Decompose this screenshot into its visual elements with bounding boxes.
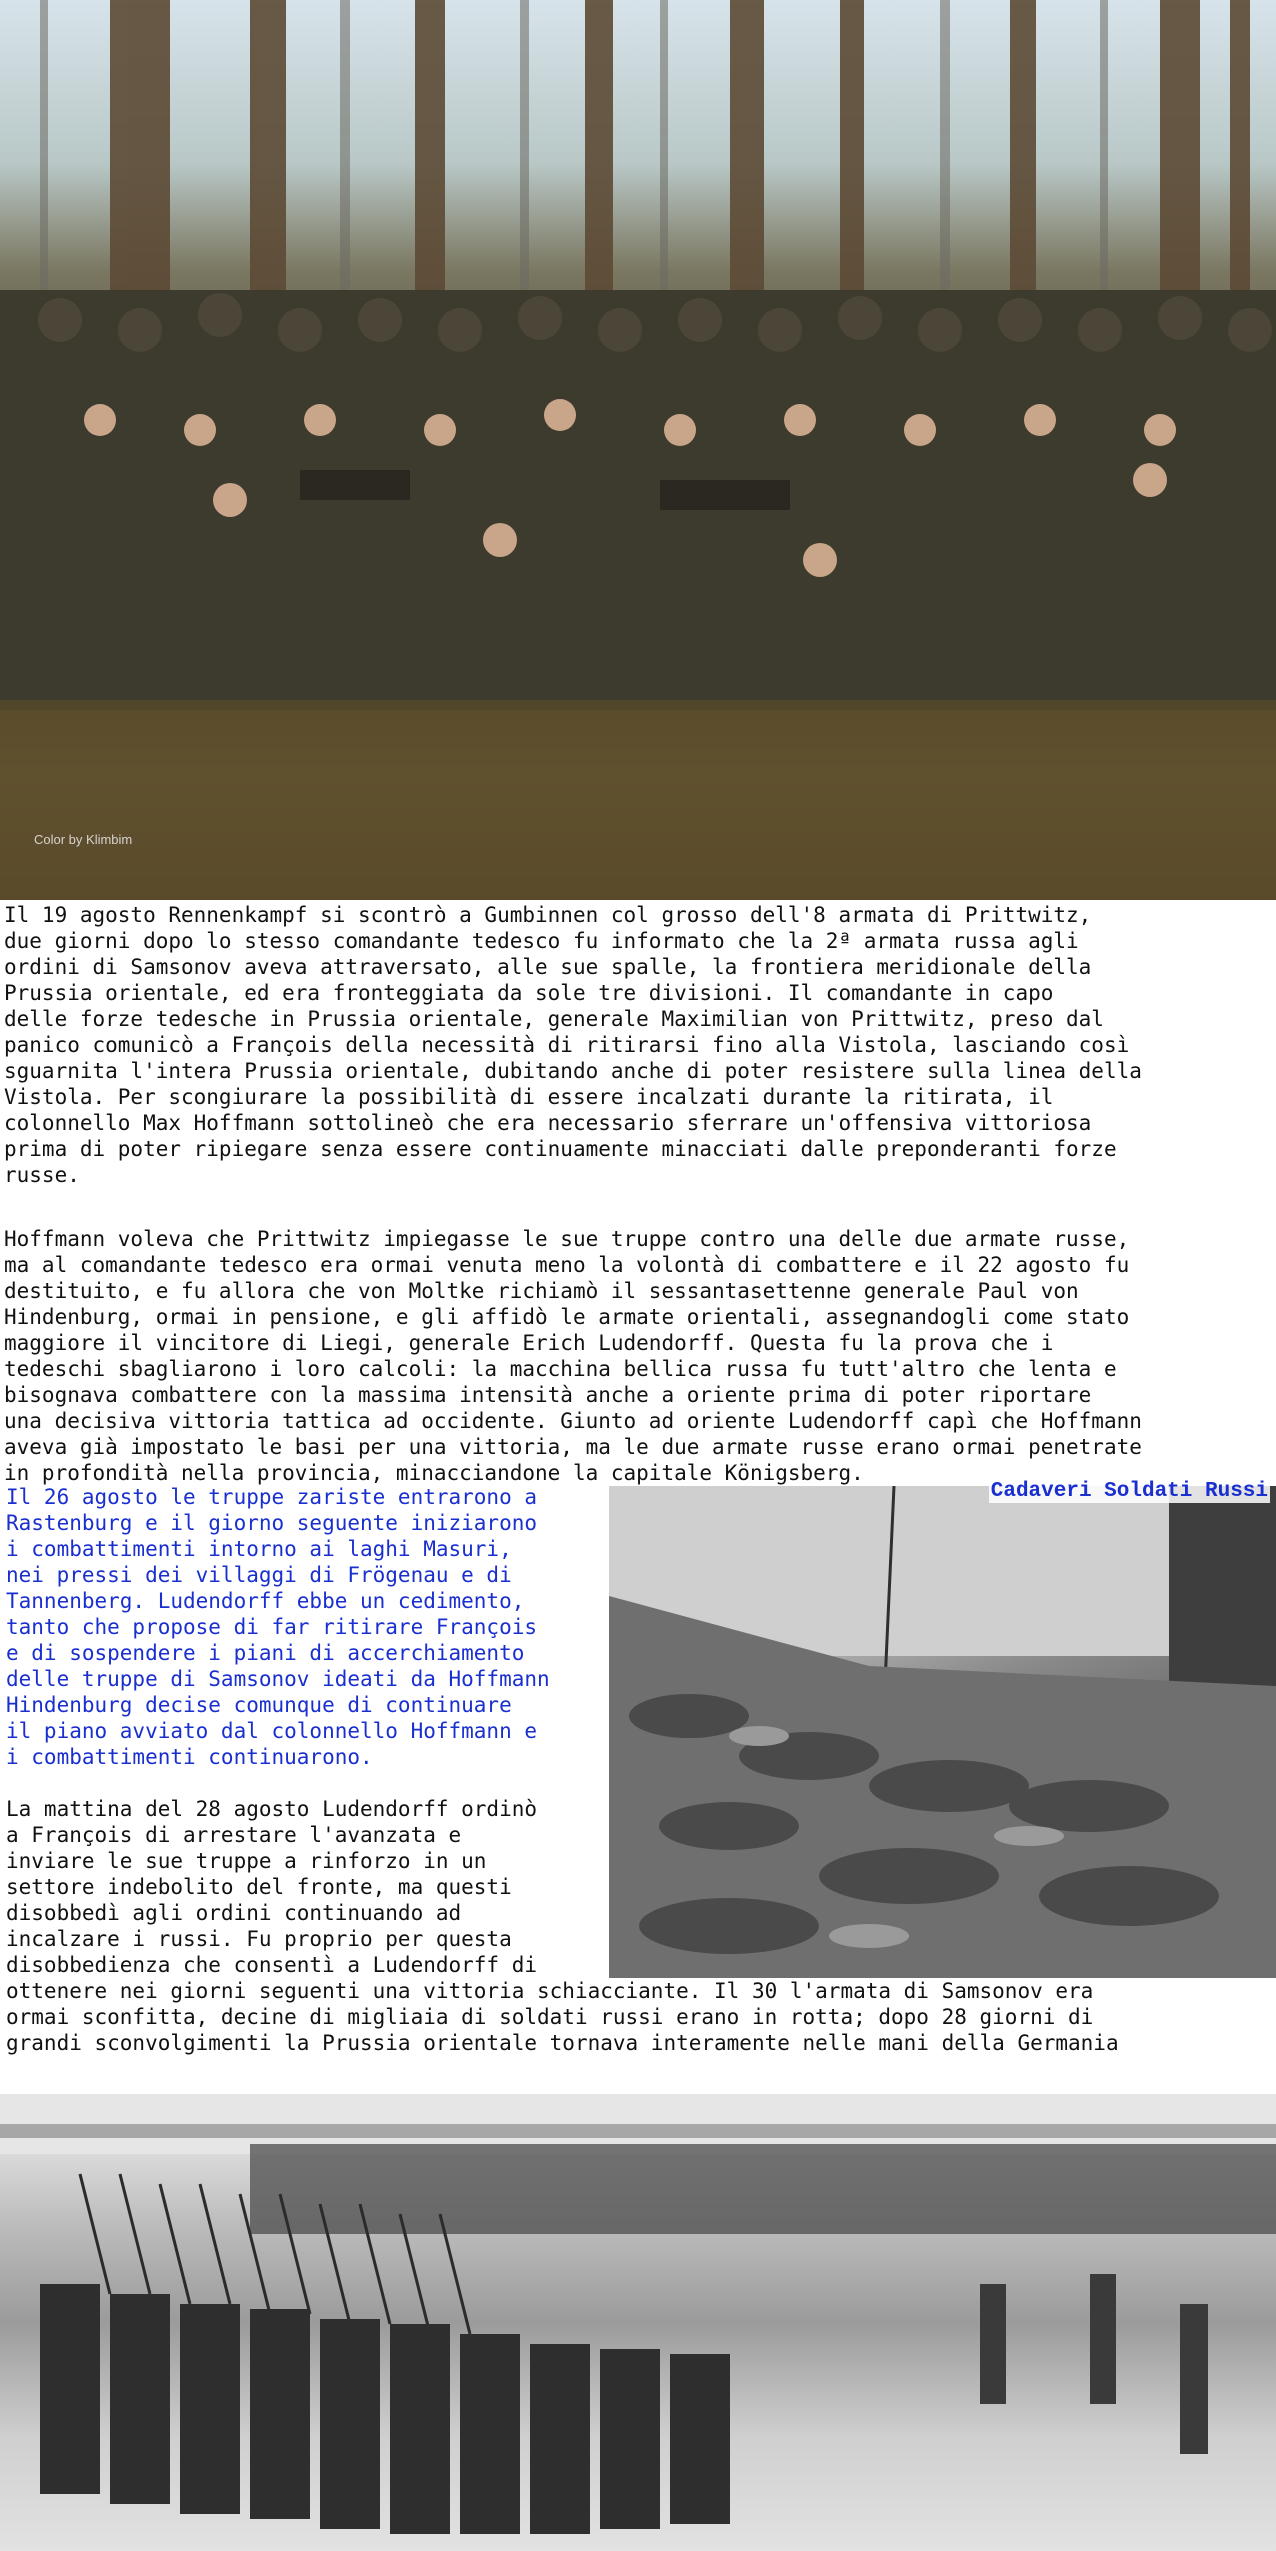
paragraph-masuri: Il 26 agosto le truppe zariste entrarono a Rastenburg e il giorno seguente iniziarono i combattimenti intorno ai laghi Masuri, nei pressi dei villaggi di Frögenau e di Tannenberg. Ludendorff ebbe un cedimento, tanto che propose di far ritirare François e di sospendere i piani di accerchiamento delle truppe di Samsonov ideati da Hoffmann Hindenburg decise comunque di continuare il piano avviato dal colonnello Hoffmann e i combattimenti continuarono. — [6, 1485, 550, 1769]
paragraph-hindenburg: Hoffmann voleva che Prittwitz impiegasse le sue truppe contro una delle due armate russe, ma al comandante tedesco era ormai venuta meno la volontà di combattere e il 22 agosto fu destituito, e fu allora che von Moltke richiamò il sessantasettenne generale Paul von Hindenburg, ormai in pensione, e gli affidò le armate orientali, assegnandogli come stato maggiore il vincitore di Liegi, generale Erich Ludendorff. Questa fu la prova che i tedeschi sbagliarono i loro calcoli: la macchina bellica russa fu tutt'altro che lenta e bisognava combattere con la massima intensità anche a oriente prima di poter riportare una decisiva vittoria tattica ad occidente. Giunto ad oriente Ludendorff capì che Hoffmann aveva già impostato le basi per una vittoria, ma le due armate russe erano ormai penetrate in profondità nella provincia, minacciandone la capitale Königsberg. — [4, 1227, 1142, 1485]
trench-illustration — [609, 1486, 1276, 1978]
paragraph-gumbinnen: Il 19 agosto Rennenkampf si scontrò a Gumbinnen col grosso dell'8 armata di Prittwitz, due giorni dopo lo stesso comandante tedesco fu informato che la 2ª armata russa agli ordini di Samsonov aveva attraversato, alle sue spalle, la frontiera meridionale della Prussia orientale, ed era fronteggiata da sole tre divisioni. Il comandante in capo delle forze tedesche in Prussia orientale, generale Maximilian von Prittwitz, preso dal panico comunicò a François della necessità di ritirarsi fino alla Vistola, lasciando così sguarnita l'intera Prussia orientale, dubitando anche di poter resistere sulla linea della Vistola. Per scongiurare la possibilità di essere incalzati durante la ritirata, il colonnello Max Hoffmann sottolineò che era necessario sferrare un'offensiva vittoriosa prima di poter ripiegare senza essere continuamente minacciati dalle preponderanti forze russe. — [4, 903, 1142, 1187]
photo-caption: Cadaveri Soldati Russi — [990, 1480, 1268, 1503]
soldiers-group-illustration — [0, 0, 1276, 900]
paragraph-disobbedienza-narrow: La mattina del 28 agosto Ludendorff ordinò a François di arrestare l'avanzata e inviare le sue truppe a rinforzo in un settore indebolito del fronte, ma questi disobbedì agli ordini continuando ad incalzare i russi. Fu proprio per questa — [6, 1797, 538, 1951]
dead-soldiers-photo — [609, 1486, 1276, 1978]
marching-troops-photo — [0, 2094, 1276, 2551]
marching-illustration — [0, 2094, 1276, 2551]
paragraph-disobbedienza-wide: disobbedienza che consentì a Ludendorff di ottenere nei giorni seguenti una vittoria schiacciante. Il 30 l'armata di Samsonov era ormai sconfitta, decine di migliaia di soldati russi erano in rotta; dopo 28 giorni di grandi sconvolgimenti la Prussia orientale tornava interamente nelle mani della Germania — [6, 1953, 1119, 2055]
soldiers-group-photo — [0, 0, 1276, 900]
photo-credit: Color by Klimbim — [34, 832, 133, 847]
